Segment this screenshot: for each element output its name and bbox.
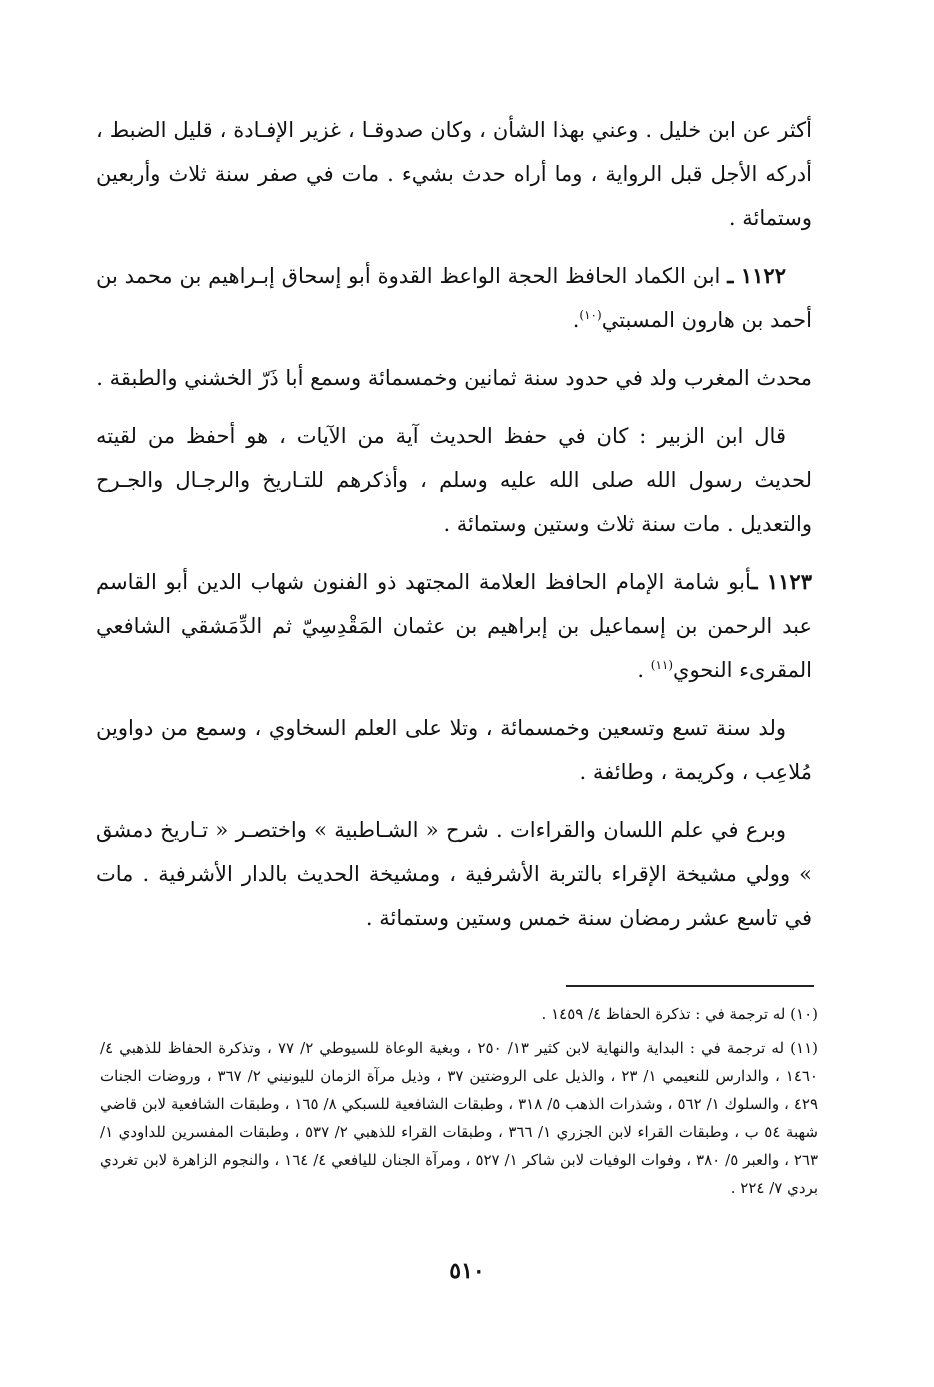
entry-1123-tail: . [637,658,651,682]
paragraph-7 [96,808,812,940]
footnotes [100,1000,818,1208]
footnote-separator [566,985,814,987]
paragraph-1 [96,108,812,240]
page-number: ٥١٠ [449,1258,485,1284]
entry-1122 [96,254,812,342]
entry-1123 [96,560,812,692]
footnote-10 [100,1000,818,1028]
main-text [96,108,812,954]
entry-1122-text: ابن الكماد الحافظ الحجة الواعظ القدوة أبو إسحاق إبـراهيم بن محمد بن أحمد بن هارون المسبتي [96,264,812,332]
footnote-label: (١٠) [790,1005,818,1023]
paragraph-3-text: محدث المغرب ولد في حدود سنة ثمانين وخمسمائة وسمع أبا ذَرّ الخشني والطبقة . [96,366,812,390]
footnote-text: له ترجمة في : تذكرة الحفاظ ٤/ ١٤٥٩ . [541,1005,791,1023]
paragraph-7-text: وبرع في علم اللسان والقراءات . شرح « الشـاطبية » واختصـر « تـاريخ دمشق » وولي مشيخة الإقراء بالتربة الأشرفية ، ومشيخة الحديث بالدار الأشرفية . مات في تاسع عشر رمضان سنة خمس وستين وستمائة . [96,818,812,930]
paragraph-3 [96,356,812,400]
footnote-11 [100,1034,818,1202]
entry-1122-tail: . [572,308,580,332]
entry-number: ١١٢٣ ـ [751,569,812,594]
footnote-ref-11: (١١) [650,658,674,672]
paragraph-4 [96,414,812,546]
paragraph-4-text: قال ابن الزبير : كان في حفظ الحديث آية من الآيات ، هو أحفظ من لقيته لحديث رسول الله صلى الله عليه وسلم ، وأذكرهم للتـاريخ والرجـال والجـرح والتعديل . مات سنة ثلاث وستين وستمائة . [96,424,812,536]
paragraph-1-text: أكثر عن ابن خليل . وعني بهذا الشأن ، وكان صدوقـا ، غزير الإفـادة ، قليل الضبط ، أدركه الأجل قبل الرواية ، وما أراه حدث بشيء . مات في صفر سنة ثلاث وأربعين وستمائة . [96,118,812,230]
paragraph-6-text: ولد سنة تسع وتسعين وخمسمائة ، وتلا على العلم السخاوي ، وسمع من دواوين مُلاعِب ، وكريمة ، وطائفة . [96,716,812,784]
footnote-text: له ترجمة في : البداية والنهاية لابن كثير ١٣/ ٢٥٠ ، وبغية الوعاة للسيوطي ٢/ ٧٧ ، وتذكرة الحفاظ للذهبي ٤/ ١٤٦٠ ، والدارس للنعيمي ١/ ٢٣ ، والذيل على الروضتين ٣٧ ، وذيل مرآة الزمان لليونيني ٢/ ٣٦٧ ، وروضات الجنات ٤٢٩ ، والسلوك ١/ ٥٦٢ ، وشذرات الذهب ٥/ ٣١٨ ، وطبقات الشافعية للسبكي ٨/ ١٦٥ ، وطبقات الشافعية لابن قاضي شهبة ٥٤ ب ، وطبقات القراء لابن الجزري ١/ ٣٦٦ ، وطبقات القراء للذهبي ٢/ ٥٣٧ ، وطبقات المفسرين للداودي ١/ ٢٦٣ ، والعبر ٥/ ٣٨٠ ، وفوات الوفيات لابن شاكر ١/ ٥٢٧ ، ومرآة الجنان لليافعي ٤/ ١٦٤ ، والنجوم الزاهرة لابن تغردي بردي ٧/ ٢٢٤ . [100,1039,819,1197]
entry-1123-text: أبو شامة الإمام الحافظ العلامة المجتهد ذو الفنون شهاب الدين أبو القاسم عبد الرحمن بن إسماعيل بن إبراهيم بن عثمان المَقْدِسِيّ ثم الدِّمَشقي الشافعي المقرىء النحوي [96,570,812,682]
footnote-label: (١١) [790,1039,819,1057]
paragraph-6 [96,706,812,794]
footnote-ref-10: (١٠) [579,308,602,322]
entry-number: ١١٢٢ ـ [727,263,786,288]
